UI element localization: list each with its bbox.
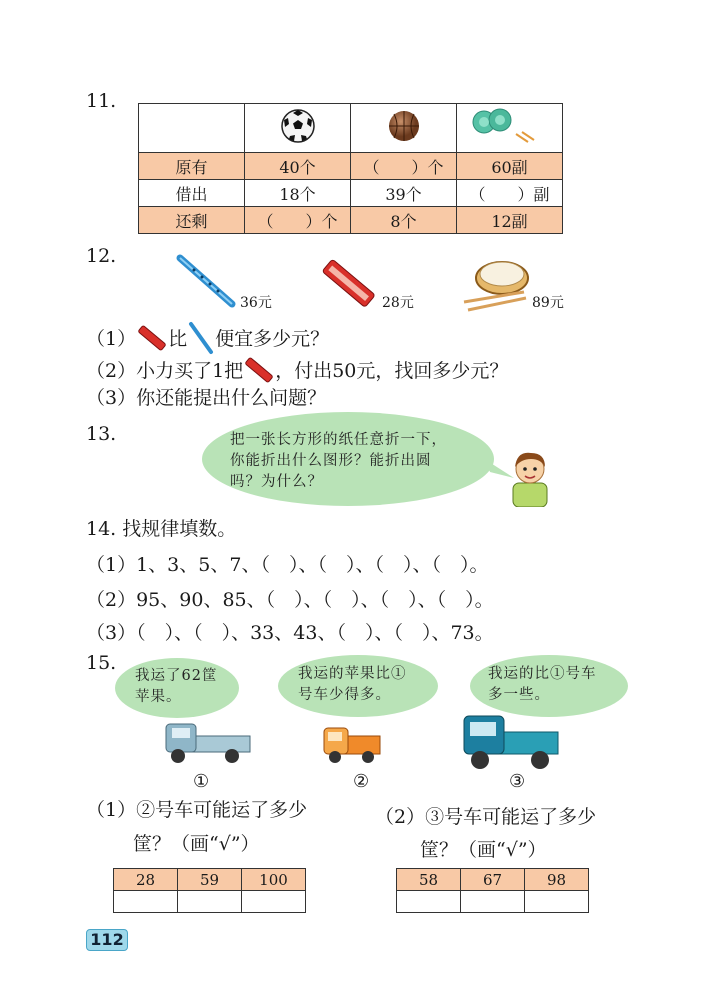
table-corner-cell [139,104,245,153]
q14-line3[interactable]: （3）（ ）、（ ）、33、43、（ ）、（ ）、73。 [86,622,494,644]
basketball-icon [387,109,421,143]
check-cell[interactable] [114,891,178,913]
harmonica-icon [318,255,378,313]
table-cell-blank[interactable]: （ ）个 [245,207,351,234]
header-ping-pong-paddles [457,104,563,153]
q15-sub2-line1: （2）③号车可能运了多少 [375,806,597,828]
recorder-flute-icon [172,252,242,312]
option-value: 67 [461,869,525,891]
flute-price: 36元 [240,295,272,311]
q12-sub2 [86,356,508,383]
q15-sub1-line2: 筐？（画“√”） [133,833,260,855]
truck-label-3: ③ [509,771,526,792]
header-football [245,104,351,153]
truck-2-icon [322,718,382,766]
q15-sub1-line1: （1）②号车可能运了多少 [86,799,308,821]
speech-bubble-truck-2 [278,655,438,717]
table-cell: 8个 [351,207,457,234]
table-cell: 40个 [245,153,351,180]
truck-label-1: ① [193,771,210,792]
sub-number: （2） [86,360,137,382]
option-value: 98 [525,869,589,891]
check-cell[interactable] [178,891,242,913]
sub-number: （1） [86,328,137,350]
header-basketball [351,104,457,153]
question-15-number: 15. [86,652,117,674]
bubble-line: 我运的比①号车 [488,666,597,682]
sub3-text: 你还能提出什么问题？ [136,387,327,409]
drum-price: 89元 [532,295,564,311]
q12-sub1 [86,321,329,355]
q12-sub3 [86,383,326,410]
table-cell: 18个 [245,180,351,207]
harmonica-small-icon [136,325,168,351]
table-cell-blank[interactable]: （ ）个 [351,153,457,180]
options-table-1 [113,868,306,913]
check-cell[interactable] [525,891,589,913]
sub1-question: 便宜多少元？ [215,328,330,350]
table-cell-blank[interactable]: （ ）副 [457,180,563,207]
q15-sub2-line2: 筐？（画“√”） [420,839,547,861]
sub-number: （3） [86,387,137,409]
football-icon [280,108,316,144]
option-value: 58 [397,869,461,891]
flute-small-icon [187,321,215,355]
row-label: 借出 [139,180,245,207]
row-label: 原有 [139,153,245,180]
option-value: 100 [242,869,306,891]
truck-1-icon [160,716,252,768]
question-14-title: 14. 找规律填数。 [86,518,237,540]
compare-word: 比 [168,328,188,350]
harmonica-small-icon [243,357,275,383]
table-cell: 12副 [457,207,563,234]
row-label: 还剩 [139,207,245,234]
speech-bubble-truck-3 [470,655,628,717]
bubble-line: 吗？为什么？ [230,474,323,490]
options-table-2 [396,868,589,913]
table-cell: 39个 [351,180,457,207]
check-cell[interactable] [461,891,525,913]
speech-bubble-13 [202,412,494,506]
page-number: 112 [86,929,128,951]
bubble-line: 多一些。 [488,687,550,703]
truck-3-icon [460,710,560,772]
harmonica-price: 28元 [382,295,414,311]
question-11-number: 11. [86,90,117,112]
question-13-number: 13. [86,423,117,445]
speech-bubble-truck-1 [115,658,239,718]
option-value: 28 [114,869,178,891]
question-12-number: 12. [86,245,117,267]
truck-label-2: ② [353,771,370,792]
option-value: 59 [178,869,242,891]
bubble-line: 我运了62筐 [135,668,218,684]
equipment-table [138,103,563,234]
table-cell: 60副 [457,153,563,180]
bubble-line: 你能折出什么图形？能折出圆 [230,453,432,469]
q14-line2[interactable]: （2）95、90、85、（ ）、（ ）、（ ）、（ ）。 [86,589,494,611]
check-cell[interactable] [242,891,306,913]
bubble-line: 苹果。 [135,689,182,705]
bubble-line: 我运的苹果比① [298,666,407,682]
sub2-tail: ，付出50元，找回多少元？ [275,360,509,382]
bubble-line: 把一张长方形的纸任意折一下， [230,432,447,448]
sub2-head: 小力买了1把 [136,360,244,382]
ping-pong-paddles-icon [470,106,550,146]
bubble-line: 号车少得多。 [298,687,391,703]
check-cell[interactable] [397,891,461,913]
q14-line1[interactable]: （1）1、3、5、7、（ ）、（ ）、（ ）、（ ）。 [86,554,489,576]
drum-icon [458,252,534,318]
boy-avatar-icon [505,445,555,507]
